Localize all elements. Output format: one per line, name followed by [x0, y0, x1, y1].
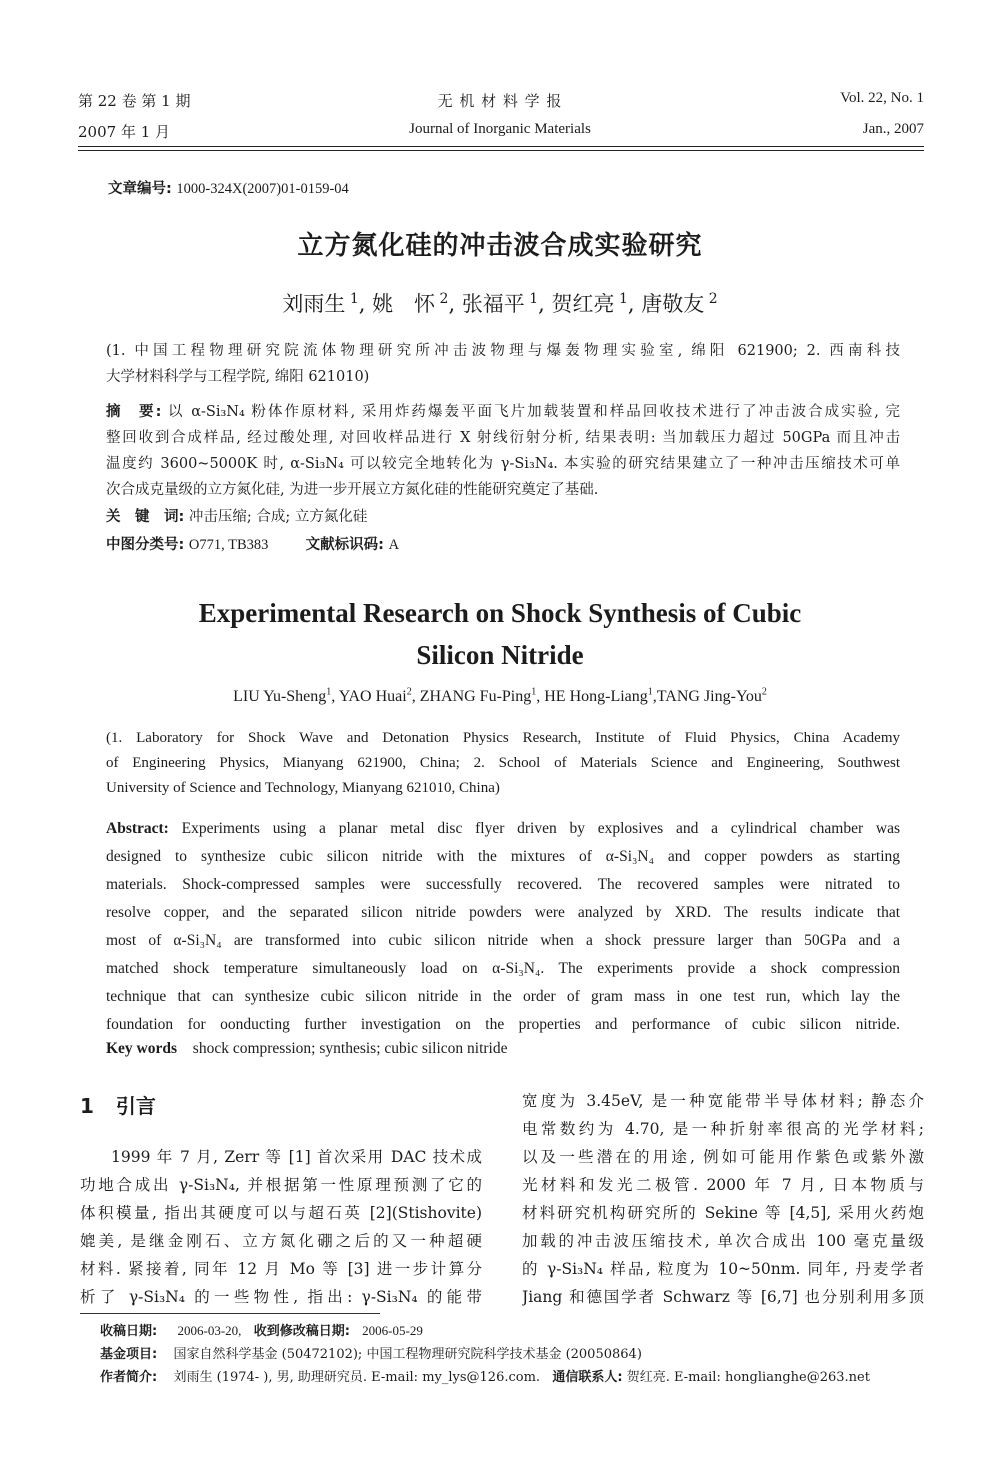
abstract-cn-text: 以 α-Si₃N₄ 粉体作原材料, 采用炸药爆轰平面飞片加载装置和样品回收技术进行了冲击波合成实验, 完: [168, 404, 900, 420]
author-en-name: YAO Huai: [338, 688, 407, 705]
footnote-fund: [100, 1343, 642, 1362]
abstract-cn-line: 温度约 3600~5000K 时, α-Si₃N₄ 可以较完全地转化为 γ-Si₃N₄. 本实验的研究结果建立了一种冲击压缩技术可单: [106, 456, 900, 472]
author-cn-affiliation: 1: [614, 291, 628, 307]
keywords-en-label: Key words: [106, 1040, 178, 1057]
author-en-name: LIU Yu-Sheng: [233, 688, 327, 705]
abstract-en: [106, 815, 900, 1039]
title-cn: 立方氮化硅的冲击波合成实验研究: [297, 231, 703, 261]
title-en-line-2: Silicon Nitride: [416, 640, 584, 670]
header-rule-top: [78, 146, 924, 147]
body-right-line: 材料研究机构研究所的 Sekine 等 [4,5], 采用火药炮: [522, 1204, 924, 1222]
received-label: 收稿日期:: [100, 1324, 158, 1339]
author-en-affiliation: 1: [647, 686, 653, 698]
author-cn-affiliation: 1: [345, 291, 359, 307]
section-number: 1: [80, 1094, 94, 1118]
footnote-rule: [80, 1313, 380, 1314]
journal-name-cn: 无 机 材 料 学 报: [437, 92, 563, 110]
contact-label: 通信联系人:: [552, 1370, 623, 1385]
journal-name-en: Journal of Inorganic Materials: [409, 121, 591, 137]
section-heading: [80, 1090, 156, 1119]
footnote-received: [100, 1320, 423, 1339]
affiliation-en-line: of Engineering Physics, Mianyang 621900, China; 2. School of Materials Science and Engineering, Southwest: [106, 755, 900, 771]
abstract-en-label: Abstract:: [106, 820, 169, 837]
abstract-en-line: foundation for oonducting further investigation on the properties and performance of cubic silicon nitride.: [106, 1016, 900, 1033]
body-right-column: [522, 1087, 924, 1311]
affiliation-en-line: (1. Laboratory for Shock Wave and Detonation Physics Research, Institute of Fluid Physics, China Academy: [106, 730, 900, 746]
body-left-line: 功地合成出 γ-Si₃N₄, 并根据第一性原理预测了它的: [80, 1176, 482, 1194]
date-cn: 2007 年 1 月: [78, 123, 171, 141]
volume-info-en: Vol. 22, No. 1: [840, 90, 924, 106]
authors-cn: 刘雨生 $^1$, 姚 怀 $^2$, 张福平 $^1$, 贺红亮 $^1$, 唐敬友 $^2$: [282, 291, 718, 316]
author-en-name: TANG Jing-You: [656, 688, 762, 705]
clc-label: 中图分类号:: [106, 537, 185, 553]
fund-label: 基金项目:: [100, 1347, 158, 1362]
body-right-line: 以及一些潜在的用途, 例如可能用作紫色或紫外激: [522, 1148, 924, 1166]
abstract-en-line: technique that can synthesize cubic silicon nitride in the order of gram mass in one test run, which lay the: [106, 988, 900, 1005]
article-number: [108, 177, 349, 198]
date-en: Jan., 2007: [862, 121, 924, 137]
author-bio-value: 刘雨生 (1974- ), 男, 助理研究员. E-mail: my_lys@126.com.: [173, 1370, 541, 1385]
clc-value: O771, TB383: [188, 537, 269, 553]
abstract-cn-line: 次合成克量级的立方氮化硅, 为进一步开展立方氮化硅的性能研究奠定了基础.: [106, 482, 599, 498]
article-number-value: 1000-324X(2007)01-0159-04: [176, 181, 349, 197]
keywords-cn-label: 关 键 词:: [106, 509, 185, 525]
revised-value: 2006-05-29: [362, 1323, 423, 1338]
affiliation-cn-line: 大学材料科学与工程学院, 绵阳 621010): [106, 369, 370, 385]
author-en-affiliation: 1: [531, 686, 537, 698]
author-cn-affiliation: 1: [524, 291, 539, 307]
author-cn-name: 唐敬友: [641, 292, 705, 316]
author-cn-affiliation: 2: [704, 291, 718, 307]
keywords-en: [106, 1040, 508, 1058]
body-right-line: 光材料和发光二极管. 2000 年 7 月, 日本物质与: [522, 1176, 924, 1194]
doc-code-value: A: [388, 537, 400, 553]
body-left-line: 析了 γ-Si₃N₄ 的一些物性, 指出: γ-Si₃N₄ 的能带: [80, 1288, 482, 1306]
keywords-cn-value: 冲击压缩; 合成; 立方氮化硅: [188, 509, 368, 525]
affiliations-cn: [106, 338, 900, 390]
issue-info-cn: 第 22 卷 第 1 期: [78, 92, 191, 110]
body-right-line: 电常数约为 4.70, 是一种折射率很高的光学材料;: [522, 1120, 924, 1138]
header-rule-bottom: [78, 150, 924, 151]
classification: [106, 533, 399, 554]
revised-label: 收到修改稿日期:: [253, 1324, 350, 1339]
abstract-cn-label: 摘 要:: [106, 404, 162, 420]
received-value: 2006-03-20,: [177, 1323, 242, 1338]
abstract-en-line: matched shock temperature simultaneously load on α-Si₃N₄. The experiments provide a shock compression: [106, 960, 900, 977]
title-en-line-1: Experimental Research on Shock Synthesis of Cubic: [198, 598, 802, 628]
keywords-en-value: shock compression; synthesis; cubic silicon nitride: [192, 1040, 508, 1057]
body-right-line: 加载的冲击波压缩技术, 单次合成出 100 毫克量级: [522, 1232, 924, 1250]
author-cn-name: 张福平: [461, 292, 525, 316]
abstract-en-text: Experiments using a planar metal disc flyer driven by explosives and a cylindrical chamber was: [181, 820, 900, 837]
doc-code-label: 文献标识码:: [305, 537, 384, 553]
author-en-affiliation: 1: [326, 686, 332, 698]
author-cn-name: 姚 怀: [372, 292, 436, 316]
body-right-line: Jiang 和德国学者 Schwarz 等 [6,7] 也分别利用多顶: [522, 1288, 924, 1306]
keywords-cn: [106, 505, 367, 526]
abstract-en-line: designed to synthesize cubic silicon nitride with the mixtures of α-Si₃N₄ and copper powders as starting: [106, 848, 900, 865]
body-left-line: 体积模量, 指出其硬度可以与超石英 [2](Stishovite): [80, 1204, 482, 1222]
body-left-line: 媲美, 是继金刚石、立方氮化硼之后的又一种超硬: [80, 1232, 482, 1250]
abstract-en-line: materials. Shock-compressed samples were successfully recovered. The recovered samples were nitrated to: [106, 876, 900, 893]
affiliations-en: [106, 726, 900, 801]
section-title: 引言: [115, 1094, 156, 1118]
body-left-line: 材料. 紧接着, 同年 12 月 Mo 等 [3] 进一步计算分: [80, 1260, 482, 1278]
abstract-cn: [106, 399, 900, 503]
author-bio-label: 作者简介:: [100, 1370, 158, 1385]
affiliation-en-line: University of Science and Technology, Mianyang 621010, China): [106, 780, 500, 796]
affiliation-cn-line: (1. 中国工程物理研究院流体物理研究所冲击波物理与爆轰物理实验室, 绵阳 621900; 2. 西南科技: [106, 343, 900, 359]
authors-en: LIU Yu-Sheng$^1$, YAO Huai$^2$, ZHANG Fu-Ping$^1$, HE Hong-Liang$^1$,TANG Jing-You$^2$: [233, 686, 767, 705]
body-left-line: 1999 年 7 月, Zerr 等 [1] 首次采用 DAC 技术成: [111, 1148, 482, 1166]
abstract-en-line-1: [106, 815, 900, 843]
abstract-en-line: most of α-Si₃N₄ are transformed into cubic silicon nitride when a shock pressure larger than 50GPa and a: [106, 932, 900, 949]
author-en-name: HE Hong-Liang: [544, 688, 648, 705]
author-cn-name: 贺红亮: [551, 292, 615, 316]
author-en-affiliation: 2: [406, 686, 412, 698]
author-en-affiliation: 2: [761, 686, 767, 698]
author-en-name: ZHANG Fu-Ping: [419, 688, 532, 705]
body-right-line: 的 γ-Si₃N₄ 样品, 粒度为 10~50nm. 同年, 丹麦学者: [522, 1260, 924, 1278]
footnote-author: [100, 1366, 870, 1385]
author-cn-affiliation: 2: [435, 291, 449, 307]
body-right-line: 宽度为 3.45eV, 是一种宽能带半导体材料; 静态介: [522, 1092, 924, 1110]
contact-value: 贺红亮. E-mail: honglianghe@263.net: [626, 1370, 870, 1385]
abstract-cn-line-1: [106, 399, 900, 425]
fund-value: 国家自然科学基金 (50472102); 中国工程物理研究院科学技术基金 (20050864): [173, 1347, 642, 1362]
abstract-en-line: resolve copper, and the separated silicon nitride powders were analyzed by XRD. The results indicate that: [106, 904, 900, 921]
author-cn-name: 刘雨生: [282, 292, 346, 316]
article-number-label: 文章编号:: [108, 181, 172, 197]
abstract-cn-line: 整回收到合成样品, 经过酸处理, 对回收样品进行 X 射线衍射分析, 结果表明: 当加载压力超过 50GPa 而且冲击: [106, 430, 900, 446]
body-left-column: [80, 1143, 482, 1311]
